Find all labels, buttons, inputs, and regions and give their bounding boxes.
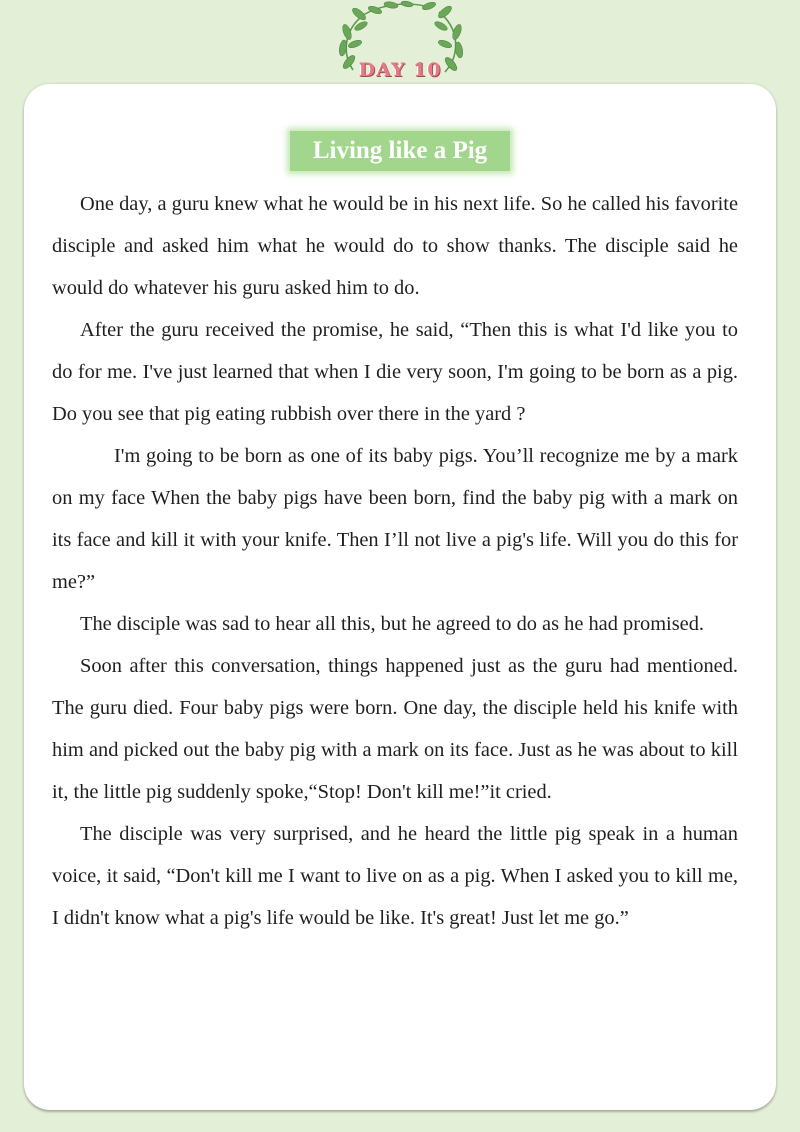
story-paragraph: The disciple was sad to hear all this, but he agreed to do as he had promised. [80, 613, 705, 635]
story-paragraph: Soon after this conversation, things happened just as the guru had mentioned. The guru died. Four baby pigs were born. One day, the disciple held his knife with him and picked out the baby pig with a mark on its face. Just as he was about to kill it, the little pig suddenly spoke,“Stop! Don't kill me!”it cried. [52, 655, 738, 803]
day-label: DAY 10 [358, 59, 442, 81]
story-paragraph: After the guru received the promise, he said, “Then this is what I'd like you to do for me. I've just learned that when I die very soon, I'm going to be born as a pig. Do you see that pig eating rubbish over there in the yard ? [52, 319, 738, 425]
story-title: Living like a Pig [312, 137, 488, 164]
story-paragraph: I'm going to be born as one of its baby pigs. You’ll recognize me by a mark on my face When the baby pigs have been born, find the baby pig with a mark on its face and kill it with your knife. Then I’ll not live a pig's life. Will you do this for me?” [52, 445, 738, 593]
story-paragraph: The disciple was very surprised, and he heard the little pig speak in a human voice, it said, “Don't kill me I want to live on as a pig. When I asked you to kill me, I didn't know what a pig's life would be like. It's great! Just let me go.” [52, 823, 738, 929]
story-paragraph: One day, a guru knew what he would be in his next life. So he called his favorite disciple and asked him what he would do to show thanks. The disciple said he would do whatever his guru asked him to do. [52, 193, 738, 299]
story-body [52, 183, 738, 939]
